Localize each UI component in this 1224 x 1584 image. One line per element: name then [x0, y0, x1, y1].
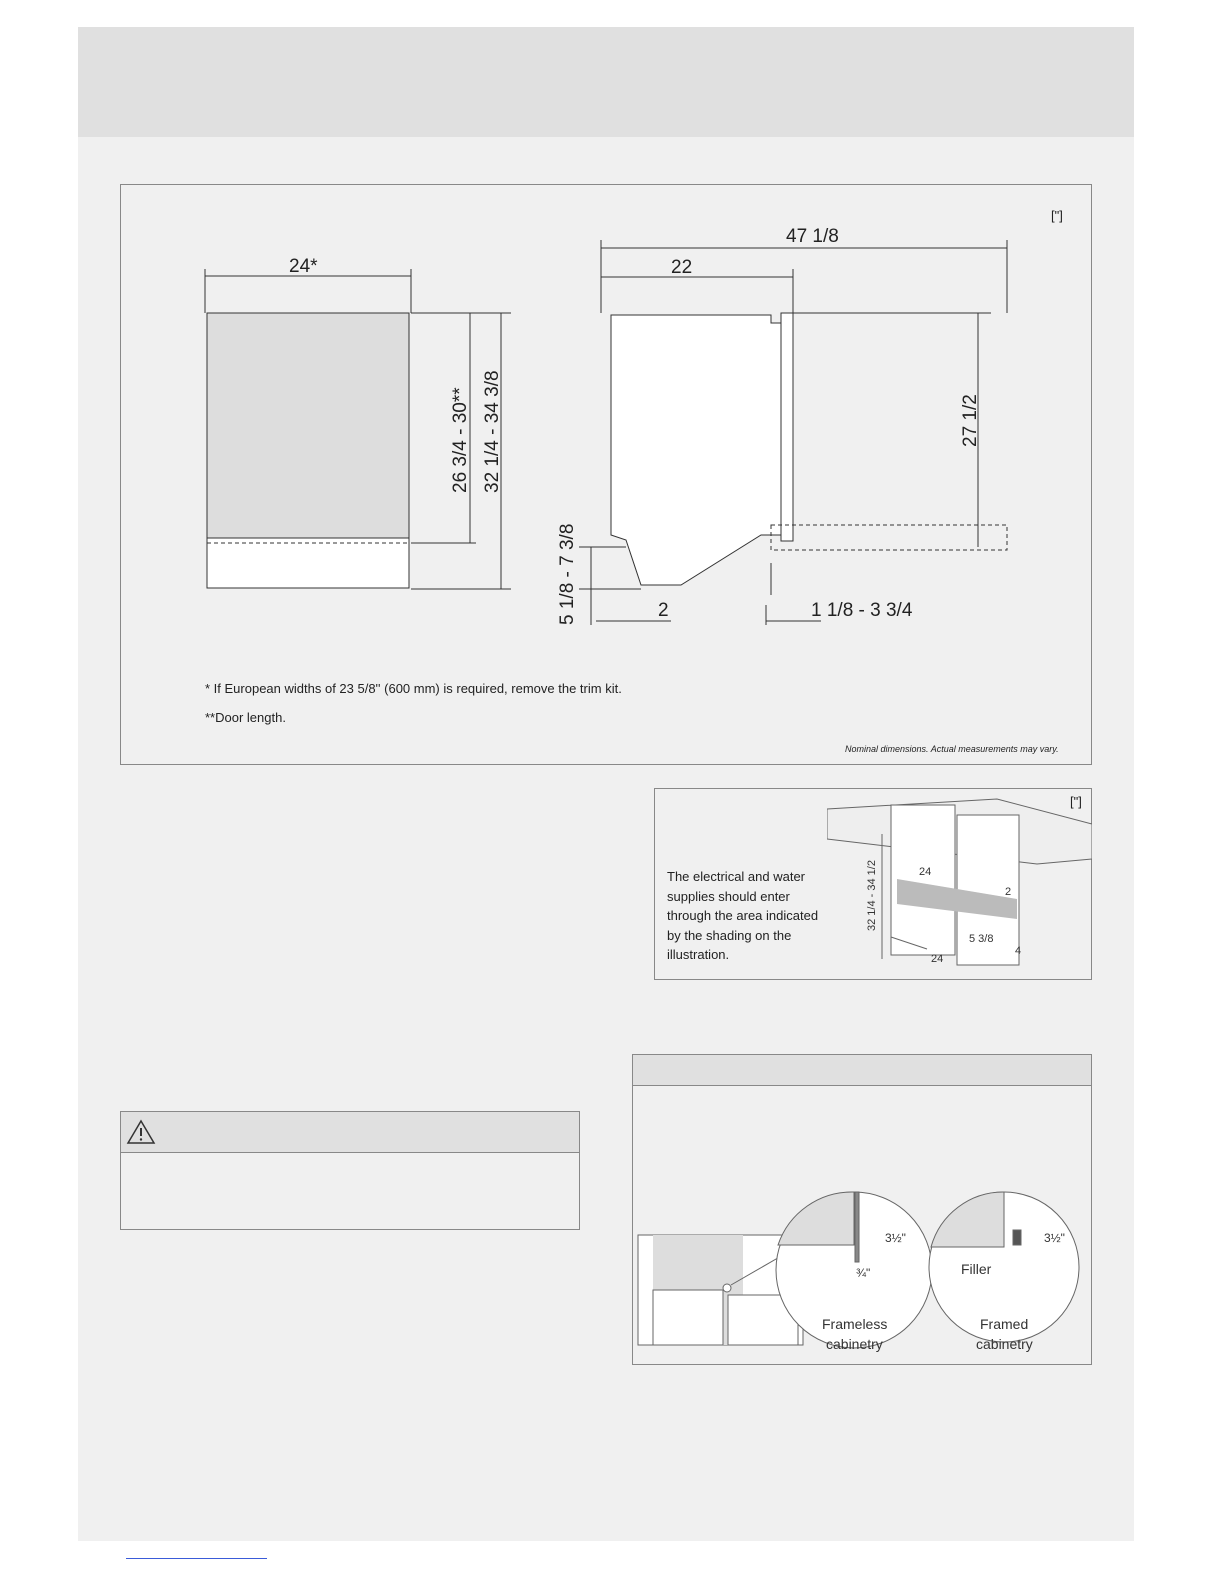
frameless-label-1: Frameless: [822, 1316, 888, 1332]
cabinetry-panel: [632, 1054, 1092, 1365]
warning-box: [120, 1111, 580, 1230]
supply-depth-a: 5 3/8: [969, 933, 994, 945]
cabinetry-panel-header: [633, 1055, 1091, 1086]
supply-area-figure: [654, 788, 1092, 980]
height-top-label: 27 1/2: [960, 394, 981, 447]
supply-illustration: [827, 789, 1092, 979]
toe-kick-height-label: 5 1/8 - 7 3/8: [557, 523, 578, 625]
filler-label: Filler: [961, 1261, 992, 1277]
frameless-label-2: cabinetry: [826, 1336, 883, 1352]
framed-label-2: cabinetry: [976, 1336, 1033, 1352]
warning-header: [121, 1112, 579, 1153]
foot-adjust-label: 1 1/8 - 3 3/4: [811, 600, 913, 621]
footer-link-underline[interactable]: [126, 1558, 267, 1559]
framed-label-1: Framed: [980, 1316, 1029, 1332]
supply-caption: The electrical and water supplies should enter through the area indicated by the shading on the illustration.: [667, 869, 819, 962]
footnote-door-length: **Door length.: [205, 710, 286, 725]
total-height-label: 32 1/4 - 34 3/8: [482, 370, 503, 493]
supply-height-label: 32 1/4 - 34 1/2: [866, 860, 878, 931]
toe-kick-depth-label: 2: [658, 600, 669, 621]
supply-width-bottom: 24: [931, 953, 944, 965]
front-width-label: 24*: [289, 256, 318, 277]
supply-units-mark: ["]: [1070, 794, 1082, 809]
framed-height: 3½": [1044, 1231, 1065, 1245]
header-band: [78, 27, 1134, 137]
units-mark: ["]: [1051, 208, 1063, 223]
supply-width-top: 24: [919, 866, 932, 878]
dimensions-figure: [120, 184, 1092, 765]
frameless-width: ¾": [856, 1266, 871, 1280]
footnote-european-width: * If European widths of 23 5/8'' (600 mm) is required, remove the trim kit.: [205, 681, 622, 696]
dimension-drawing: [121, 185, 1091, 655]
nominal-disclaimer: Nominal dimensions. Actual measurements may vary.: [845, 744, 1059, 754]
supply-side-gap: 2: [1005, 886, 1012, 898]
overall-depth-label: 47 1/8: [786, 226, 839, 247]
warning-triangle-icon: [126, 1118, 156, 1146]
frameless-height: 3½": [885, 1231, 906, 1245]
supply-depth-b: 4: [1015, 945, 1022, 957]
cabinet-depth-label: 22: [671, 257, 693, 278]
door-length-label: 26 3/4 - 30**: [450, 387, 471, 493]
cabinetry-illustration: [633, 1085, 1091, 1365]
